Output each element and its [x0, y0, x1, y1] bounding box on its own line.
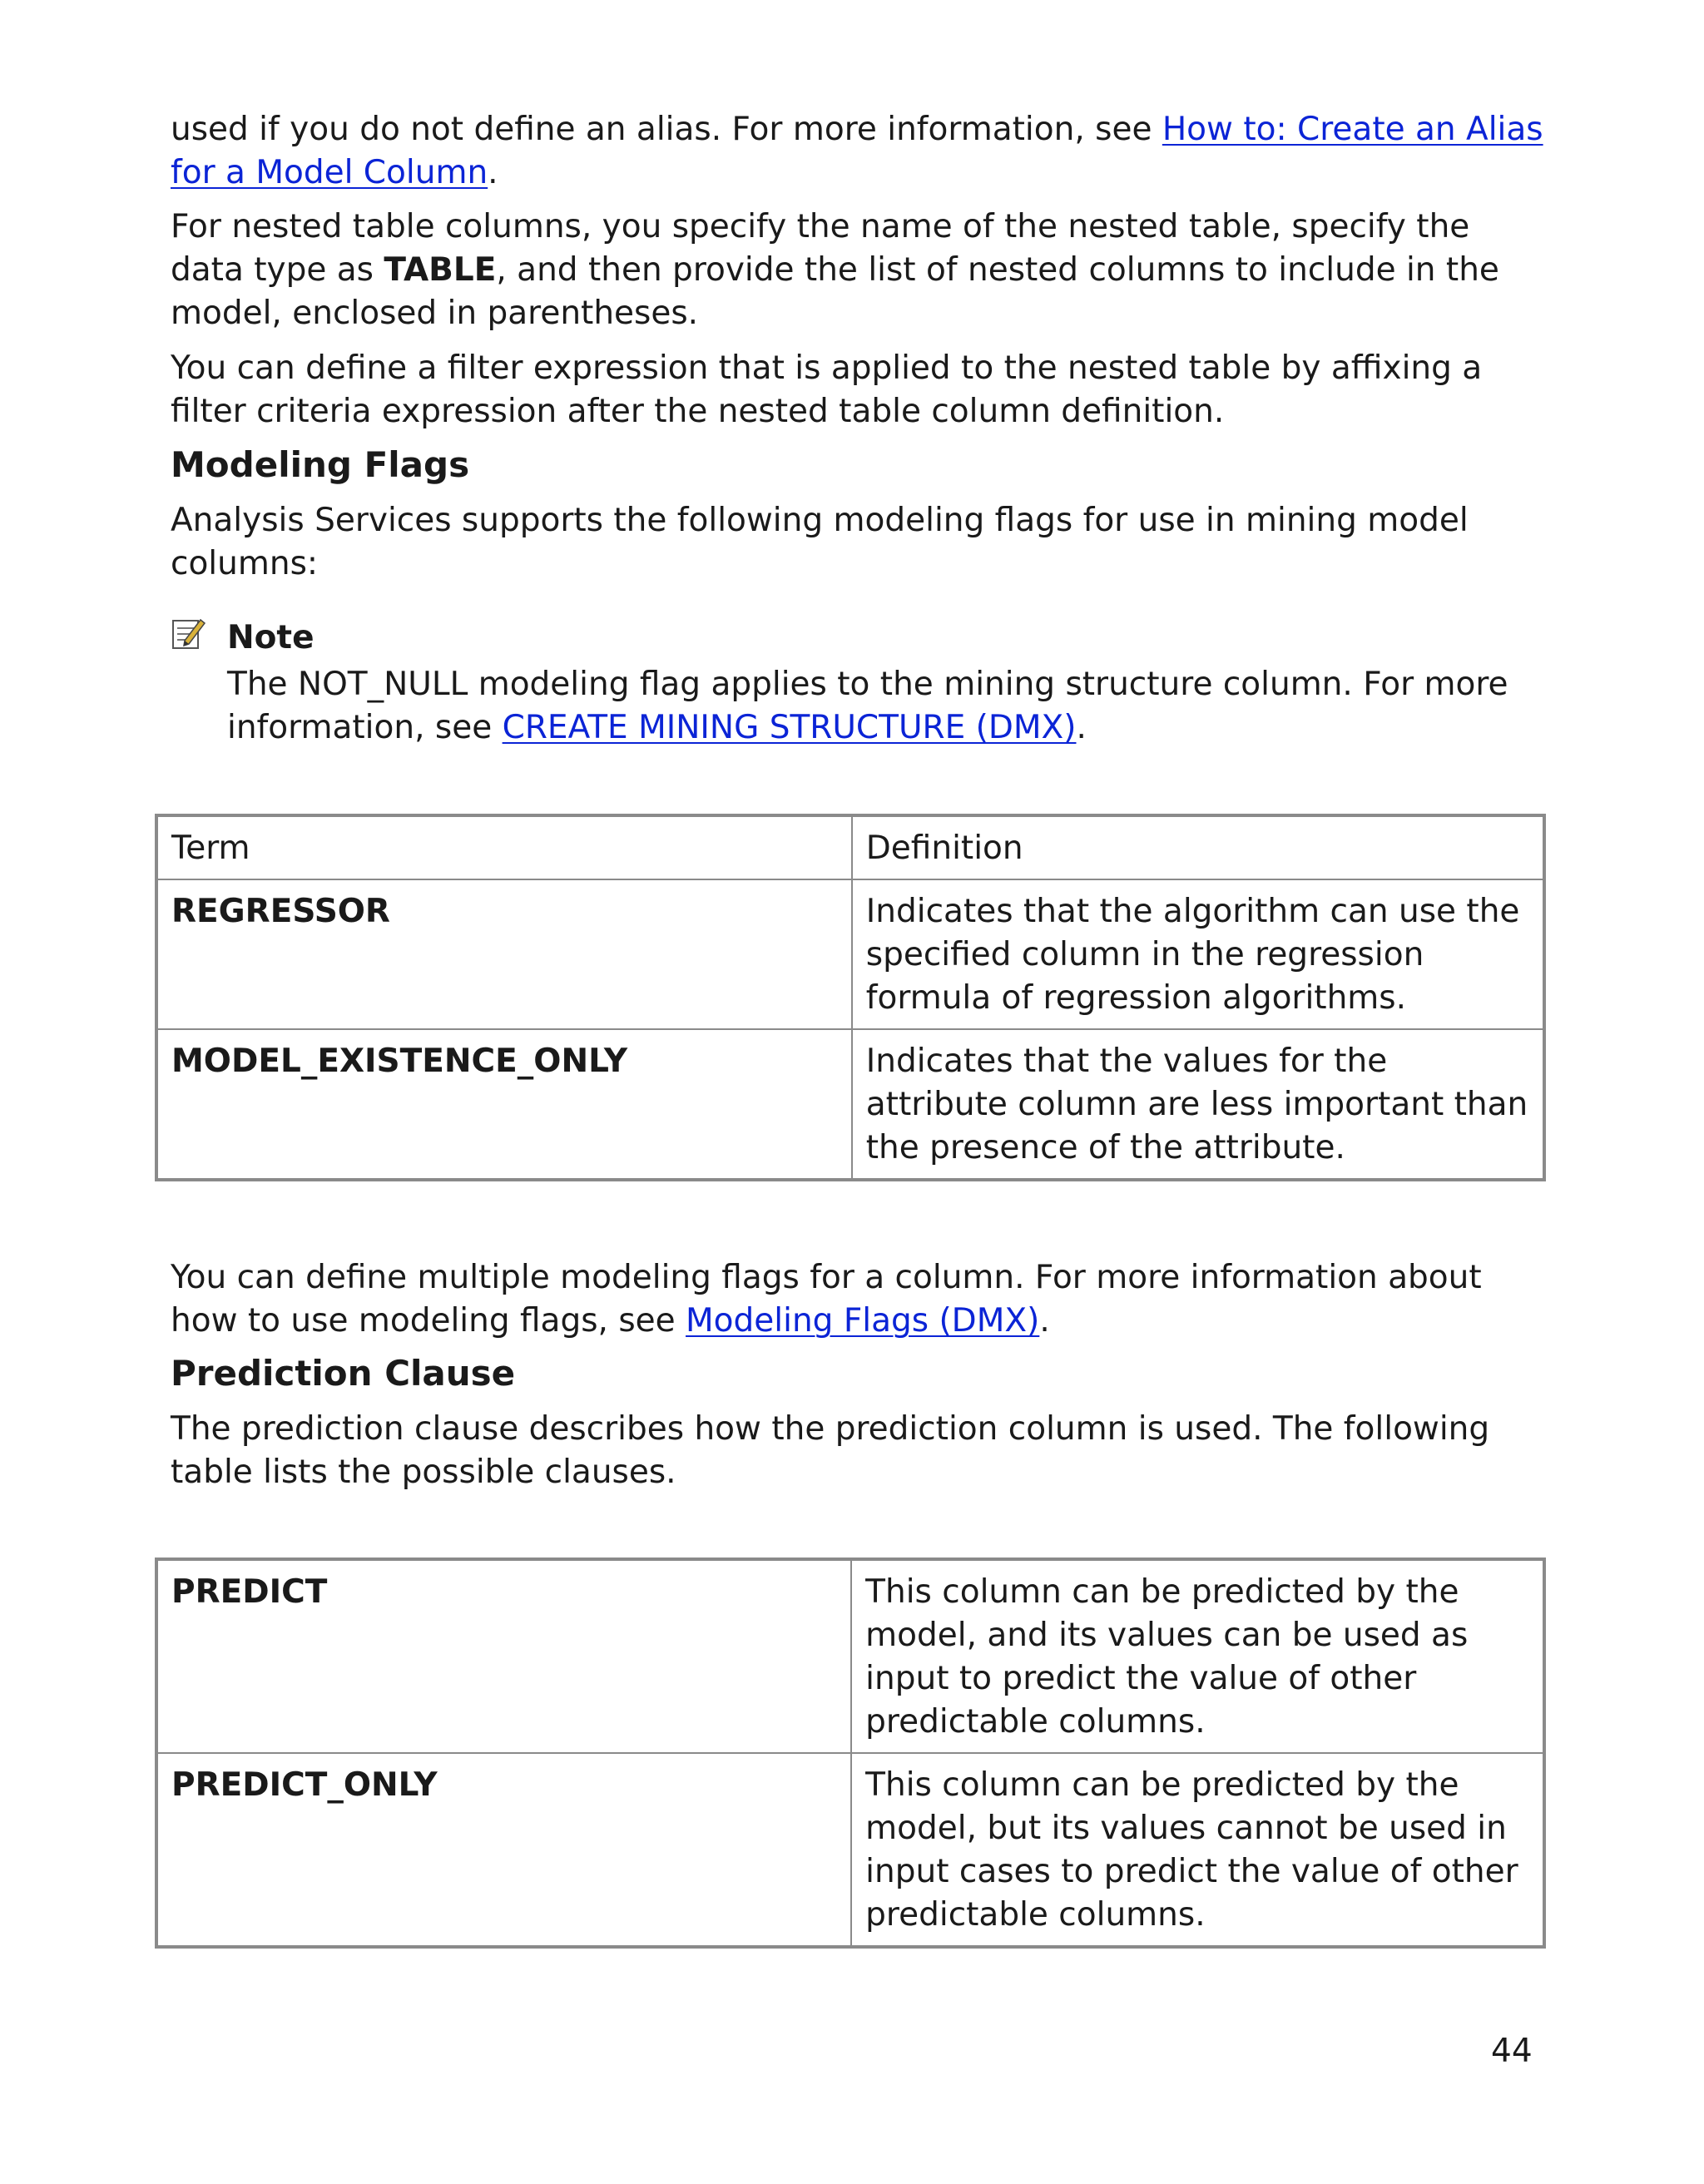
table-cell-term: REGRESSOR: [156, 879, 852, 1029]
table-header-definition: Definition: [852, 815, 1544, 879]
modeling-flags-table: [155, 814, 1546, 1181]
note-punctuation: .: [1076, 709, 1087, 746]
link-modeling-flags-dmx[interactable]: Modeling Flags (DMX): [686, 1302, 1040, 1340]
table-cell-term: PREDICT_ONLY: [156, 1753, 851, 1947]
table-cell-definition: Indicates that the algorithm can use the specified column in the regression formula of regression algorithms.: [852, 879, 1544, 1029]
heading-modeling-flags: Modeling Flags: [171, 444, 470, 485]
table-row: [156, 879, 1544, 1029]
table-row: [156, 1559, 1544, 1753]
keyword-table: TABLE: [384, 251, 497, 289]
note-text: The NOT_NULL modeling flag applies to the mining structure column. For more information, see: [227, 666, 1508, 746]
table-row: [156, 1029, 1544, 1180]
note-body: [227, 663, 1525, 750]
note-icon: [171, 616, 206, 651]
page-number: 44: [1491, 2033, 1533, 2070]
paragraph-modeling-flags-intro: Analysis Services supports the following modeling flags for use in mining model columns:: [171, 502, 1469, 582]
table-cell-term: PREDICT: [156, 1559, 851, 1753]
table-cell-term: MODEL_EXISTENCE_ONLY: [156, 1029, 852, 1180]
table-header-row: [156, 815, 1544, 879]
paragraph-prediction-intro: The prediction clause describes how the prediction column is used. The following table lists the possible clauses.: [171, 1410, 1490, 1491]
paragraph-alias-info: [171, 108, 1543, 195]
table-header-term: Term: [156, 815, 852, 879]
note-title: Note: [227, 619, 315, 656]
link-create-mining-structure[interactable]: CREATE MINING STRUCTURE (DMX): [502, 709, 1077, 746]
table-cell-definition: Indicates that the values for the attribute column are less important than the presence of the attribute.: [852, 1029, 1544, 1180]
paragraph-text: used if you do not define an alias. For more information, see: [171, 111, 1162, 148]
heading-prediction-clause: Prediction Clause: [171, 1353, 516, 1394]
paragraph-text: , and then provide the list of nested columns to include in the model, enclosed in parentheses.: [171, 251, 1499, 332]
table-row: [156, 1753, 1544, 1947]
paragraph-nested-table: [171, 206, 1543, 335]
paragraph-multiple-flags: [171, 1256, 1543, 1343]
paragraph-filter-expression: You can define a filter expression that is applied to the nested table by affixing a filter criteria expression after the nested table column definition.: [171, 349, 1483, 430]
paragraph-punctuation: .: [488, 154, 498, 191]
table-cell-definition: This column can be predicted by the model, and its values can be used as input to predict the value of other predictable columns.: [851, 1559, 1544, 1753]
paragraph-punctuation: .: [1039, 1302, 1050, 1340]
paragraph-text: For nested table columns, you specify the name of the nested table, specify the data type as: [171, 208, 1470, 289]
paragraph-text: You can define multiple modeling flags for a column. For more information about how to use modeling flags, see: [171, 1259, 1482, 1340]
table-cell-definition: This column can be predicted by the model, but its values cannot be used in input cases to predict the value of other predictable columns.: [851, 1753, 1544, 1947]
prediction-clause-table: [155, 1558, 1546, 1949]
link-create-alias[interactable]: How to: Create an Alias for a Model Column: [171, 111, 1543, 191]
